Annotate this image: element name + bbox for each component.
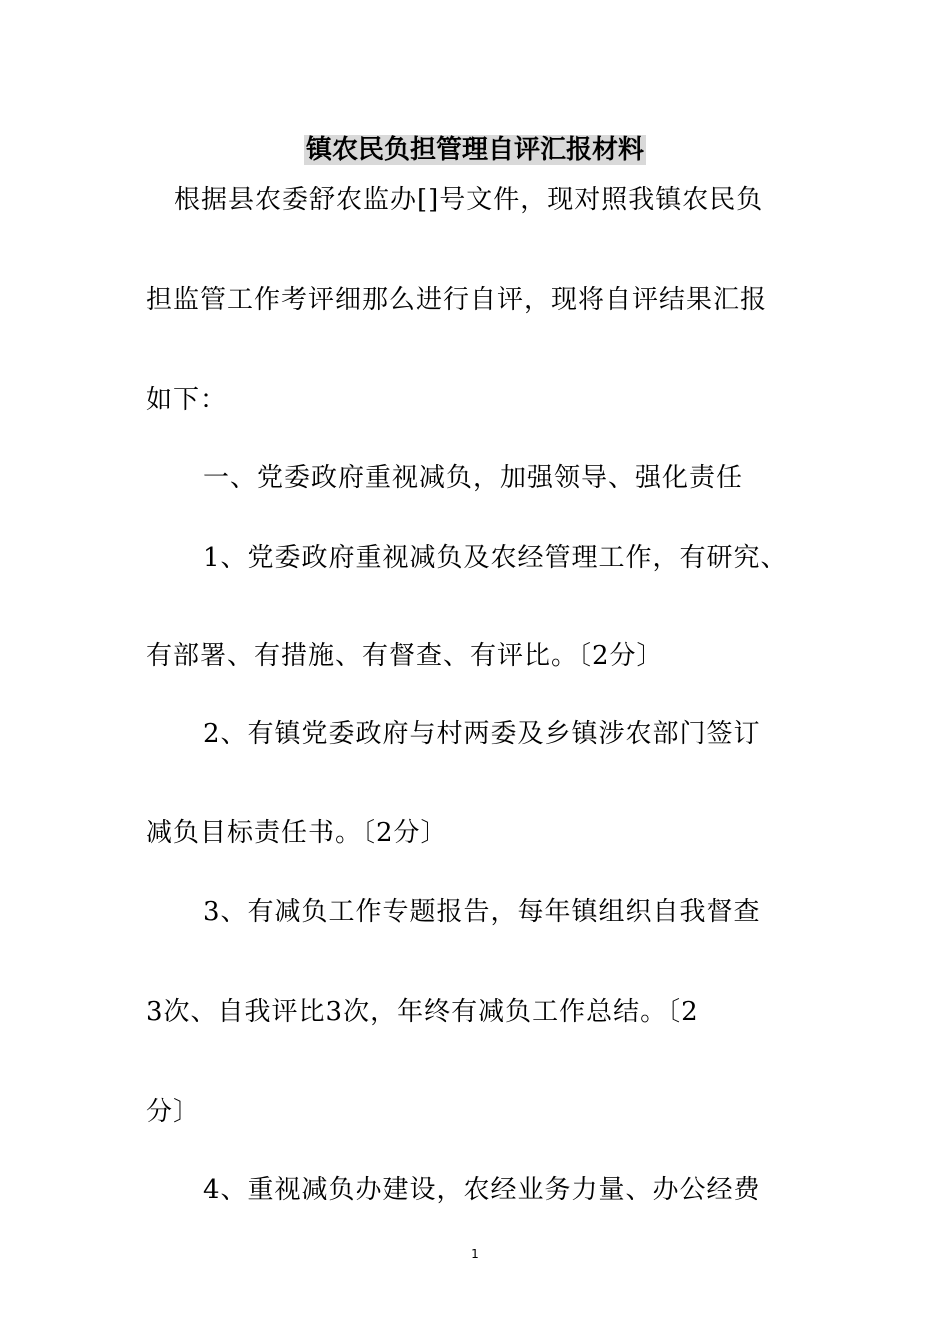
item-2-line-2: 减负目标责任书。〔2分〕 — [146, 818, 448, 848]
page-number: 1 — [471, 1247, 479, 1261]
item-3-line-1: 3、有减负工作专题报告，每年镇组织自我督查 — [203, 897, 761, 927]
item-3-line-3: 分〕 — [146, 1097, 201, 1127]
item-1-line-1: 1、党委政府重视减负及农经管理工作，有研究、 — [203, 543, 788, 573]
paragraph-line-3: 如下： — [146, 385, 228, 415]
document-title-text: 镇农民负担管理自评汇报材料 — [305, 135, 644, 165]
item-4-line-1: 4、重视减负办建设，农经业务力量、办公经费 — [203, 1175, 761, 1205]
paragraph-line-2: 担监管工作考评细那么进行自评，现将自评结果汇报 — [146, 285, 768, 315]
item-1-line-2: 有部署、有措施、有督查、有评比。〔2分〕 — [146, 641, 664, 671]
section-heading-1: 一、党委政府重视减负，加强领导、强化责任 — [203, 463, 744, 493]
item-3-line-2: 3次、自我评比3次，年终有减负工作总结。〔2 — [146, 997, 699, 1027]
document-title — [0, 132, 950, 168]
item-2-line-1: 2、有镇党委政府与村两委及乡镇涉农部门签订 — [203, 719, 761, 749]
paragraph-line-1: 根据县农委舒农监办[]号文件，现对照我镇农民负 — [174, 185, 764, 215]
